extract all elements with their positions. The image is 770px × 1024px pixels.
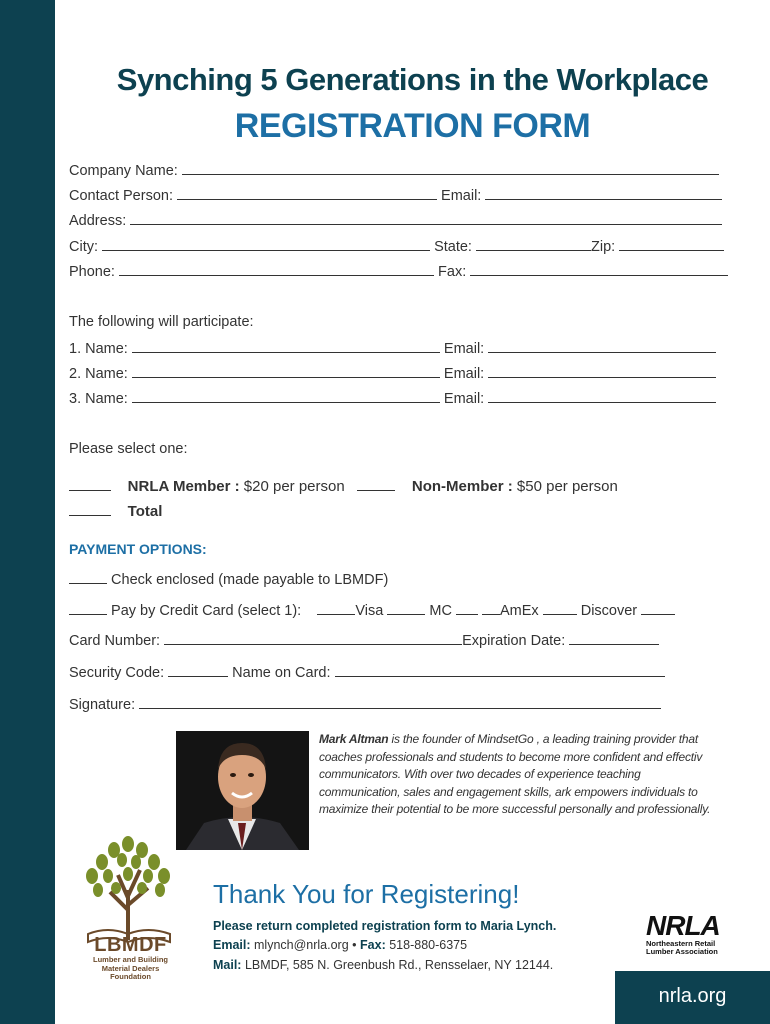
member-label: NRLA Member :: [127, 478, 240, 495]
signature-label: Signature:: [69, 697, 136, 713]
city-label: City:: [69, 239, 98, 255]
nrla-logo: [646, 912, 736, 962]
nonmember-price: $50 per person: [512, 478, 618, 495]
address-field[interactable]: [130, 212, 722, 225]
name-on-card-label: Name on Card:: [232, 665, 331, 681]
zip-field[interactable]: [619, 238, 724, 251]
total-row: [69, 503, 162, 520]
membership-row: [69, 478, 618, 495]
credit-checkbox[interactable]: [69, 602, 107, 615]
discover-label: Discover: [580, 603, 638, 619]
fax-label: Fax:: [438, 264, 467, 280]
participant-email-field[interactable]: [488, 390, 716, 403]
expiration-field[interactable]: [569, 632, 659, 645]
participant-email-label: Email:: [443, 366, 485, 382]
security-field[interactable]: [168, 664, 228, 677]
security-row: [69, 664, 665, 681]
speaker-photo: [176, 731, 309, 850]
contact-line: Email: mlynch@nrla.org • Fax: 518-880-6375: [213, 938, 468, 952]
company-row: [69, 162, 719, 179]
return-address: LBMDF, 585 N. Greenbush Rd., Rensselaer, NY 12144.: [244, 958, 554, 972]
email-field[interactable]: [485, 187, 722, 200]
city-row: [69, 238, 724, 255]
credit-row: [69, 602, 675, 619]
amex-checkbox[interactable]: [456, 602, 478, 615]
check-label: Check enclosed (made payable to LBMDF): [111, 572, 389, 588]
participant-row: [69, 340, 716, 357]
city-field[interactable]: [102, 238, 430, 251]
lbmdf-name: LBMDF: [94, 934, 167, 956]
credit-label: Pay by Credit Card (select 1):: [111, 603, 302, 619]
zip-label: Zip:: [590, 239, 616, 255]
select-prompt: Please select one:: [69, 441, 188, 457]
nonmember-label: Non-Member :: [411, 478, 513, 495]
participant-name-label: 2. Name:: [69, 366, 128, 382]
mail-line: Mail: LBMDF, 585 N. Greenbush Rd., Rensselaer, NY 12144.: [213, 958, 554, 972]
speaker-bio: [319, 731, 719, 819]
return-email[interactable]: mlynch@nrla.org: [254, 938, 349, 952]
card-number-label: Card Number:: [69, 633, 161, 649]
participant-row: [69, 365, 716, 382]
speaker-name: Mark Altman: [319, 732, 389, 746]
phone-field[interactable]: [119, 263, 434, 276]
lbmdf-tagline: Lumber and Building Material Dealers Foundation: [93, 955, 168, 981]
signature-field[interactable]: [139, 696, 661, 709]
company-label: Company Name:: [69, 163, 178, 179]
security-label: Security Code:: [69, 665, 165, 681]
visa-checkbox[interactable]: [317, 602, 355, 615]
participant-email-label: Email:: [443, 341, 485, 357]
page-title: Synching 5 Generations in the Workplace: [116, 62, 709, 97]
participant-name-field[interactable]: [132, 340, 440, 353]
state-label: State:: [434, 239, 472, 255]
participant-email-field[interactable]: [488, 365, 716, 378]
nrla-logo-text: NRLA: [646, 910, 720, 941]
participant-name-label: 3. Name:: [69, 391, 128, 407]
address-label: Address:: [69, 213, 127, 229]
card-row: [69, 632, 659, 649]
participant-email-field[interactable]: [488, 340, 716, 353]
visa-label: Visa: [355, 603, 384, 619]
phone-row: [69, 263, 728, 280]
contact-row: [69, 187, 722, 204]
email-label: Email:: [441, 188, 482, 204]
form-title: REGISTRATION FORM: [234, 107, 591, 145]
state-field[interactable]: [476, 238, 591, 251]
contact-label: Contact Person:: [69, 188, 173, 204]
name-on-card-field[interactable]: [335, 664, 665, 677]
check-row: [69, 571, 388, 588]
participants-intro: The following will participate:: [69, 314, 254, 330]
participant-name-field[interactable]: [132, 390, 440, 403]
discover-checkbox[interactable]: [543, 602, 577, 615]
participant-email-label: Email:: [443, 391, 485, 407]
participant-name-label: 1. Name:: [69, 341, 128, 357]
payment-heading: PAYMENT OPTIONS:: [69, 541, 207, 557]
nrla-logo-tagline: Northeastern Retail Lumber Association: [646, 939, 718, 956]
total-field[interactable]: [69, 503, 111, 516]
company-field[interactable]: [182, 162, 719, 175]
lbmdf-logo: [78, 830, 183, 985]
member-checkbox[interactable]: [69, 478, 111, 491]
phone-label: Phone:: [69, 264, 115, 280]
fax-field[interactable]: [470, 263, 728, 276]
thanks-heading: Thank You for Registering!: [213, 879, 520, 909]
mc-label: MC: [429, 603, 452, 619]
address-row: [69, 212, 722, 229]
bio-text: is the founder of MindsetGo , a leading training provider that coaches professionals and students to become more confident and effectiv communicators. With over two decades of experience teaching communication, sales and engagement skills, ark empowers individuals to maximize their potential to be more successful personally and professionally.: [319, 732, 711, 816]
total-label: Total: [127, 503, 163, 520]
mc-checkbox[interactable]: [387, 602, 425, 615]
nonmember-checkbox[interactable]: [357, 478, 395, 491]
card-number-field[interactable]: [164, 632, 462, 645]
participant-row: [69, 390, 716, 407]
signature-row: [69, 696, 661, 713]
footer-url-link[interactable]: nrla.org: [658, 985, 727, 1007]
amex-label: AmEx: [499, 603, 539, 619]
check-checkbox[interactable]: [69, 571, 107, 584]
return-instructions: Please return completed registration form to Maria Lynch.: [213, 919, 557, 933]
left-sidebar-band: [0, 0, 55, 1024]
member-price: $20 per person: [239, 478, 345, 495]
return-fax: 518-880-6375: [389, 938, 468, 952]
participant-name-field[interactable]: [132, 365, 440, 378]
contact-field[interactable]: [177, 187, 437, 200]
expiration-label: Expiration Date:: [462, 633, 566, 649]
